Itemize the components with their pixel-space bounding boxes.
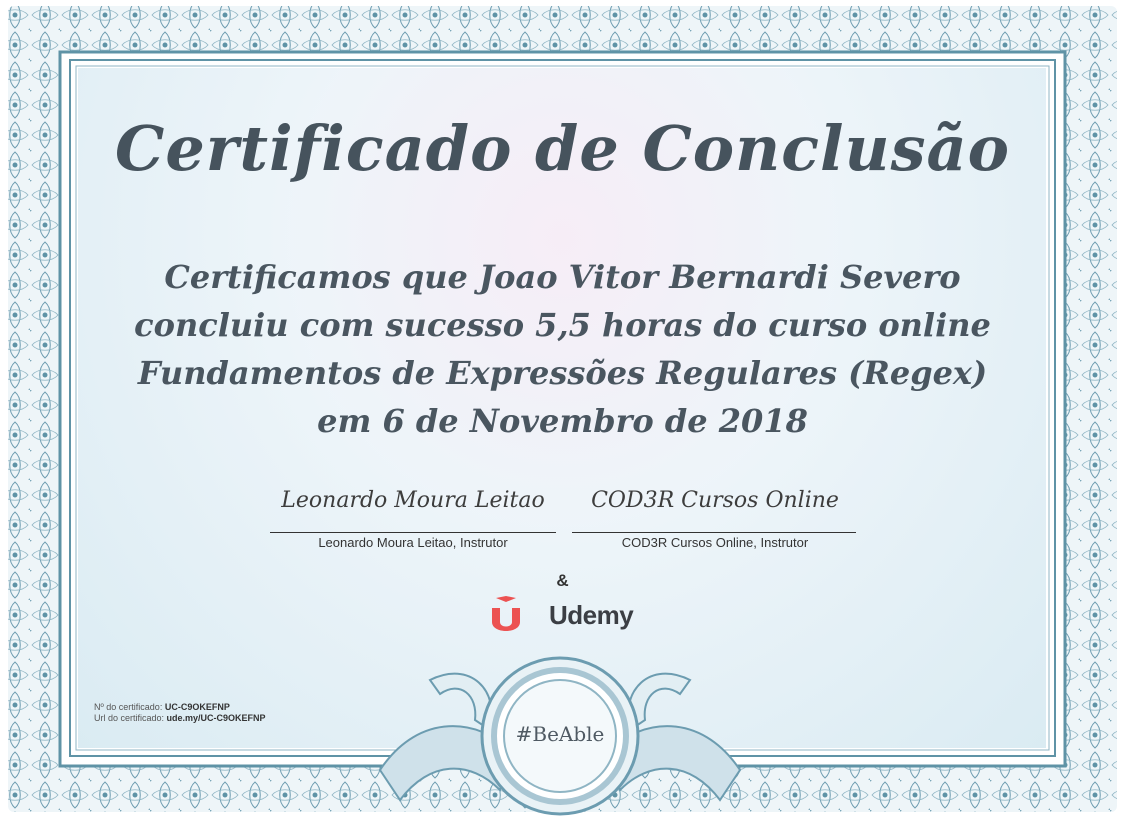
- certificate-number-value: UC-C9OKEFNP: [164, 702, 230, 712]
- certificate-url-label: Url do certificado:: [94, 713, 165, 723]
- body-line-hours: concluiu com sucesso 5,5 horas do curso online: [134, 306, 991, 344]
- signature-instructor-1: Leonardo Moura Leitao: [281, 488, 545, 513]
- certificate-number-label: Nº do certificado:: [94, 702, 163, 712]
- medal-hashtag: #BeAble: [515, 722, 605, 746]
- signature-caption-2: COD3R Cursos Online, Instrutor: [621, 535, 809, 550]
- certificate-url-value: ude.my/UC-C9OKEFNP: [166, 713, 266, 723]
- signature-caption-1: Leonardo Moura Leitao, Instrutor: [318, 535, 508, 550]
- signature-line-2: [572, 532, 856, 533]
- body-line-recipient: Certificamos que Joao Vitor Bernardi Severo: [164, 258, 961, 296]
- signature-instructor-2: COD3R Cursos Online: [591, 488, 839, 513]
- certificate-title: Certificado de Conclusão: [114, 112, 1011, 185]
- certificate-number: [94, 702, 230, 712]
- ampersand: &: [556, 571, 569, 590]
- body-line-date: em 6 de Novembro de 2018: [317, 402, 808, 440]
- body-line-course: Fundamentos de Expressões Regulares (Regex): [137, 354, 988, 392]
- udemy-wordmark: Udemy: [549, 600, 634, 630]
- certificate-url: [94, 713, 266, 723]
- signature-line-1: [270, 532, 556, 533]
